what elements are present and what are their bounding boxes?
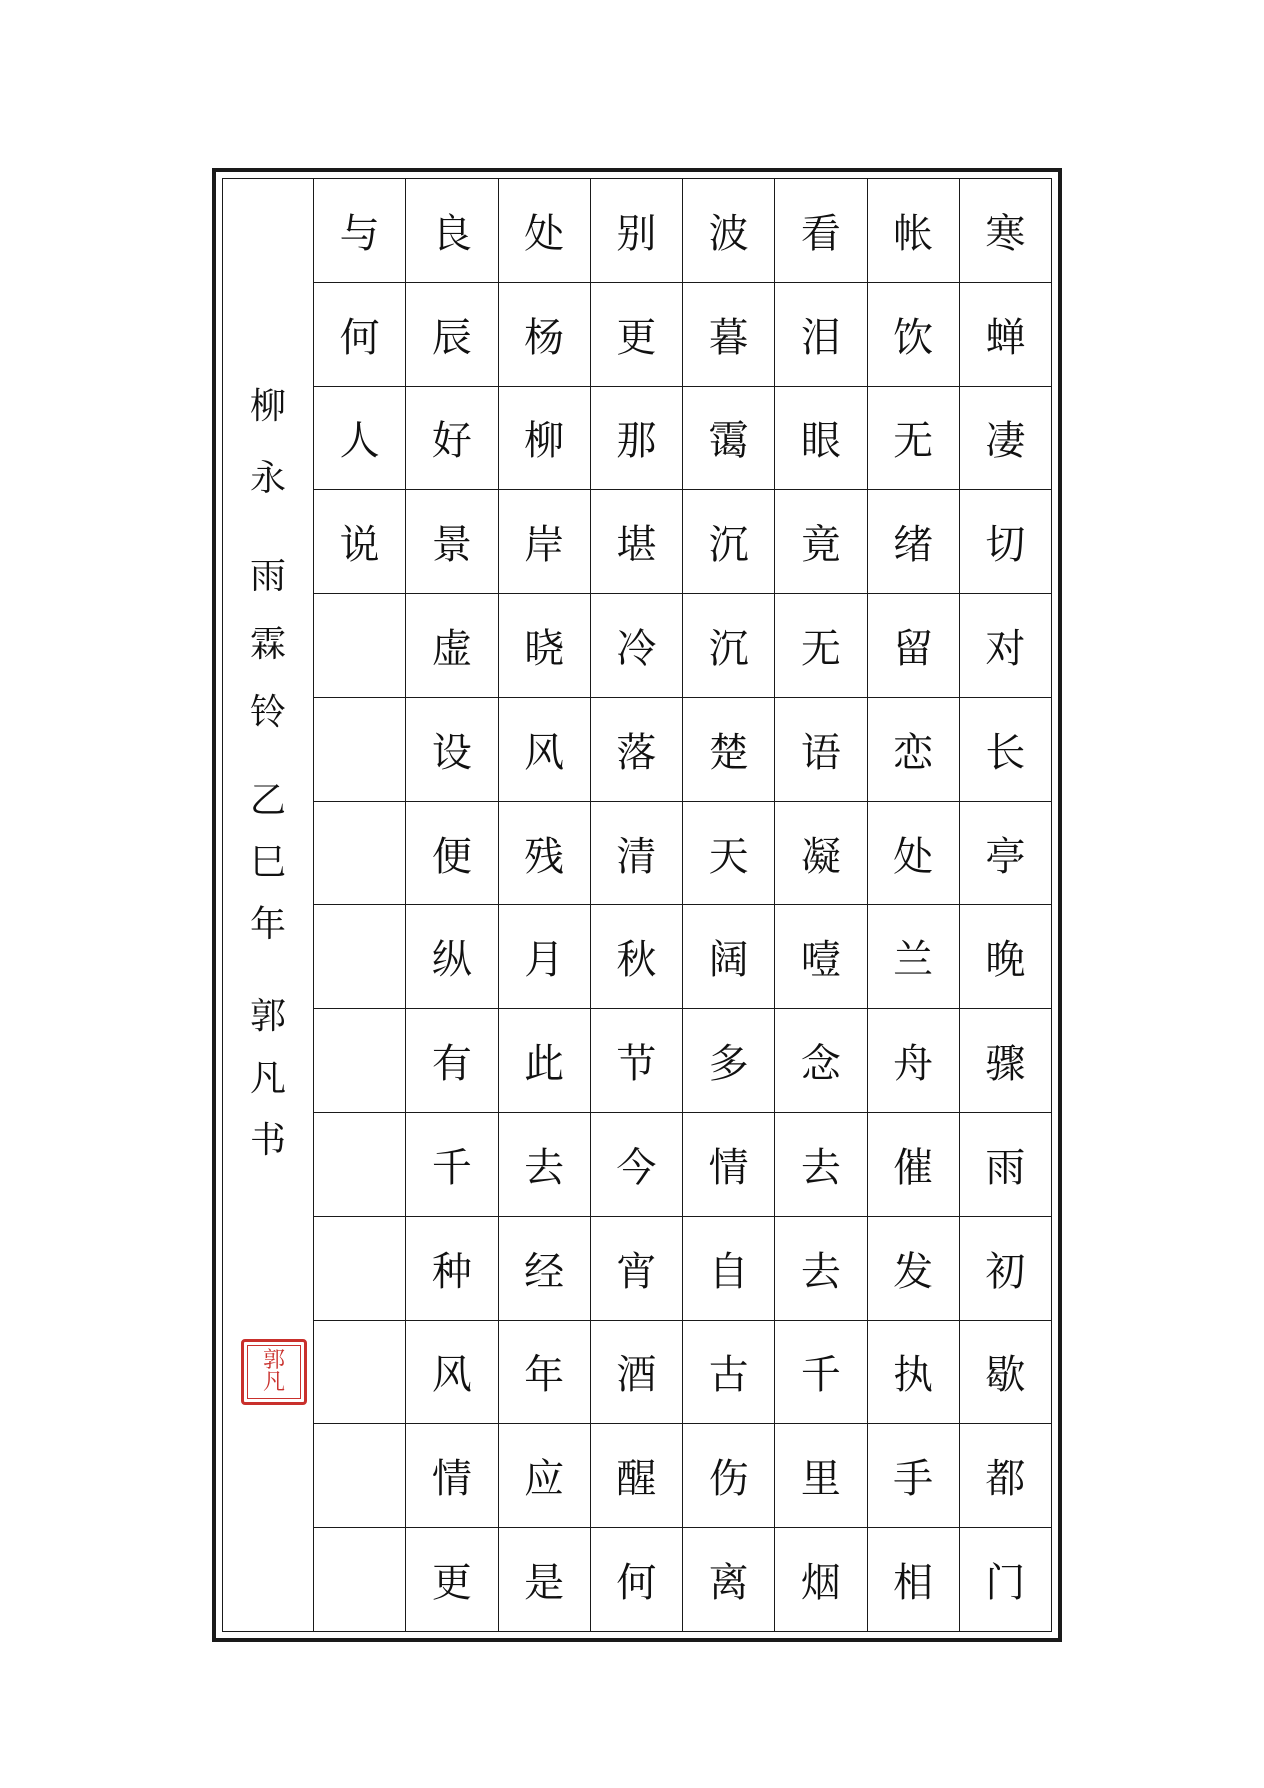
grid-cell: 都 [960,1424,1051,1528]
grid-cell: 寒 [960,179,1051,283]
grid-cell: 多 [683,1009,774,1113]
grid-cell: 晚 [960,905,1051,1009]
signature-char: 郭 [249,996,286,1037]
grid-cell: 年 [499,1321,590,1425]
poem-column [405,179,497,1631]
grid-cell: 楚 [683,698,774,802]
grid-cell: 情 [683,1113,774,1217]
grid-cell [314,1321,405,1425]
grid-cell: 说 [314,490,405,594]
grid-cell: 情 [406,1424,497,1528]
grid-cell: 凝 [775,802,866,906]
grid-cell: 沉 [683,594,774,698]
grid-cell: 古 [683,1321,774,1425]
grid-cell [314,905,405,1009]
grid-cell: 此 [499,1009,590,1113]
grid-cell: 对 [960,594,1051,698]
poem-grid [313,179,1051,1631]
grid-cell: 处 [868,802,959,906]
signature-char: 永 [249,458,286,499]
grid-cell: 兰 [868,905,959,1009]
grid-cell: 今 [591,1113,682,1217]
grid-cell: 阔 [683,905,774,1009]
red-seal-stamp [241,1339,307,1405]
grid-cell: 切 [960,490,1051,594]
grid-cell: 节 [591,1009,682,1113]
grid-cell: 柳 [499,387,590,491]
grid-cell: 人 [314,387,405,491]
grid-cell: 门 [985,1560,1026,1607]
grid-cell: 里 [775,1424,866,1528]
grid-cell [314,1009,405,1113]
grid-cell: 长 [960,698,1051,802]
grid-cell: 竟 [775,490,866,594]
grid-cell: 凄 [960,387,1051,491]
grid-cell: 雨 [960,1113,1051,1217]
poem-column [867,179,959,1631]
grid-cell: 更 [591,283,682,387]
grid-cell: 沉 [683,490,774,594]
grid-cell: 蝉 [960,283,1051,387]
grid-cell: 霭 [683,387,774,491]
signature-char: 霖 [249,624,286,665]
grid-cell: 初 [960,1217,1051,1321]
grid-cell: 帐 [868,179,959,283]
grid-cell: 暮 [683,283,774,387]
grid-cell: 去 [775,1217,866,1321]
poem-column [590,179,682,1631]
signature-char: 柳 [249,386,286,427]
grid-cell: 手 [868,1424,959,1528]
grid-cell: 岸 [499,490,590,594]
grid-cell: 风 [499,698,590,802]
grid-cell: 是 [524,1560,565,1607]
signature-char: 年 [249,904,286,945]
grid-cell: 亭 [960,802,1051,906]
grid-cell [314,698,405,802]
grid-cell [314,1424,405,1528]
grid-cell: 虚 [406,594,497,698]
signature-char: 铃 [249,692,286,733]
grid-cell: 去 [499,1113,590,1217]
grid-cell: 催 [868,1113,959,1217]
grid-cell: 辰 [406,283,497,387]
grid-cell: 舟 [868,1009,959,1113]
grid-cell: 相 [893,1560,934,1607]
grid-cell: 念 [775,1009,866,1113]
grid-cell: 种 [406,1217,497,1321]
grid-cell: 波 [683,179,774,283]
signature-char: 乙 [249,780,286,821]
grid-cell: 别 [591,179,682,283]
grid-cell: 何 [616,1560,657,1607]
grid-cell: 冷 [591,594,682,698]
grid-cell: 景 [406,490,497,594]
poem-column [498,179,590,1631]
grid-cell: 绪 [868,490,959,594]
grid-cell [314,802,405,906]
grid-cell: 晓 [499,594,590,698]
grid-cell: 良 [406,179,497,283]
grid-cell: 月 [499,905,590,1009]
grid-cell: 酒 [591,1321,682,1425]
grid-cell: 发 [868,1217,959,1321]
grid-cell: 纵 [406,905,497,1009]
grid-cell: 泪 [775,283,866,387]
grid-cell: 杨 [499,283,590,387]
grid-cell: 噎 [775,905,866,1009]
grid-cell: 天 [683,802,774,906]
grid-cell: 设 [406,698,497,802]
grid-cell: 语 [775,698,866,802]
grid-cell: 千 [775,1321,866,1425]
seal-char: 凡 [262,1370,285,1395]
grid-cell: 宵 [591,1217,682,1321]
signature-char: 书 [249,1120,286,1161]
grid-cell: 堪 [591,490,682,594]
grid-cell: 残 [499,802,590,906]
grid-cell: 去 [775,1113,866,1217]
grid-cell: 留 [868,594,959,698]
sheet-inner-border [222,178,1052,1632]
grid-cell: 无 [868,387,959,491]
grid-cell: 与 [314,179,405,283]
grid-cell: 何 [314,283,405,387]
grid-cell: 风 [406,1321,497,1425]
grid-cell: 清 [591,802,682,906]
poem-column [959,179,1051,1631]
grid-cell: 歇 [960,1321,1051,1425]
grid-cell: 看 [775,179,866,283]
grid-cell: 千 [406,1113,497,1217]
poem-column [774,179,866,1631]
signature-char: 雨 [249,556,286,597]
grid-cell: 应 [499,1424,590,1528]
grid-cell: 离 [708,1560,749,1607]
grid-cell: 更 [431,1560,472,1607]
grid-cell: 伤 [683,1424,774,1528]
grid-cell: 醒 [591,1424,682,1528]
grid-cell: 烟 [800,1560,841,1607]
grid-cell: 眼 [775,387,866,491]
grid-cell: 落 [591,698,682,802]
grid-cell: 便 [406,802,497,906]
grid-cell: 有 [406,1009,497,1113]
grid-cell: 无 [775,594,866,698]
poem-column [314,179,405,1631]
grid-cell [314,1528,405,1631]
grid-cell [314,1217,405,1321]
grid-cell: 处 [499,179,590,283]
poem-column [682,179,774,1631]
grid-cell: 执 [868,1321,959,1425]
grid-cell: 骤 [960,1009,1051,1113]
grid-cell: 秋 [591,905,682,1009]
grid-cell: 那 [591,387,682,491]
signature-column [223,179,313,1631]
grid-cell: 好 [406,387,497,491]
grid-cell: 饮 [868,283,959,387]
grid-cell [314,594,405,698]
grid-cell: 自 [683,1217,774,1321]
grid-cell: 经 [499,1217,590,1321]
calligraphy-sheet [212,168,1062,1642]
signature-char: 巳 [249,842,286,883]
grid-cell: 恋 [868,698,959,802]
seal-char: 郭 [262,1348,285,1373]
signature-char: 凡 [249,1058,286,1099]
grid-cell [314,1113,405,1217]
